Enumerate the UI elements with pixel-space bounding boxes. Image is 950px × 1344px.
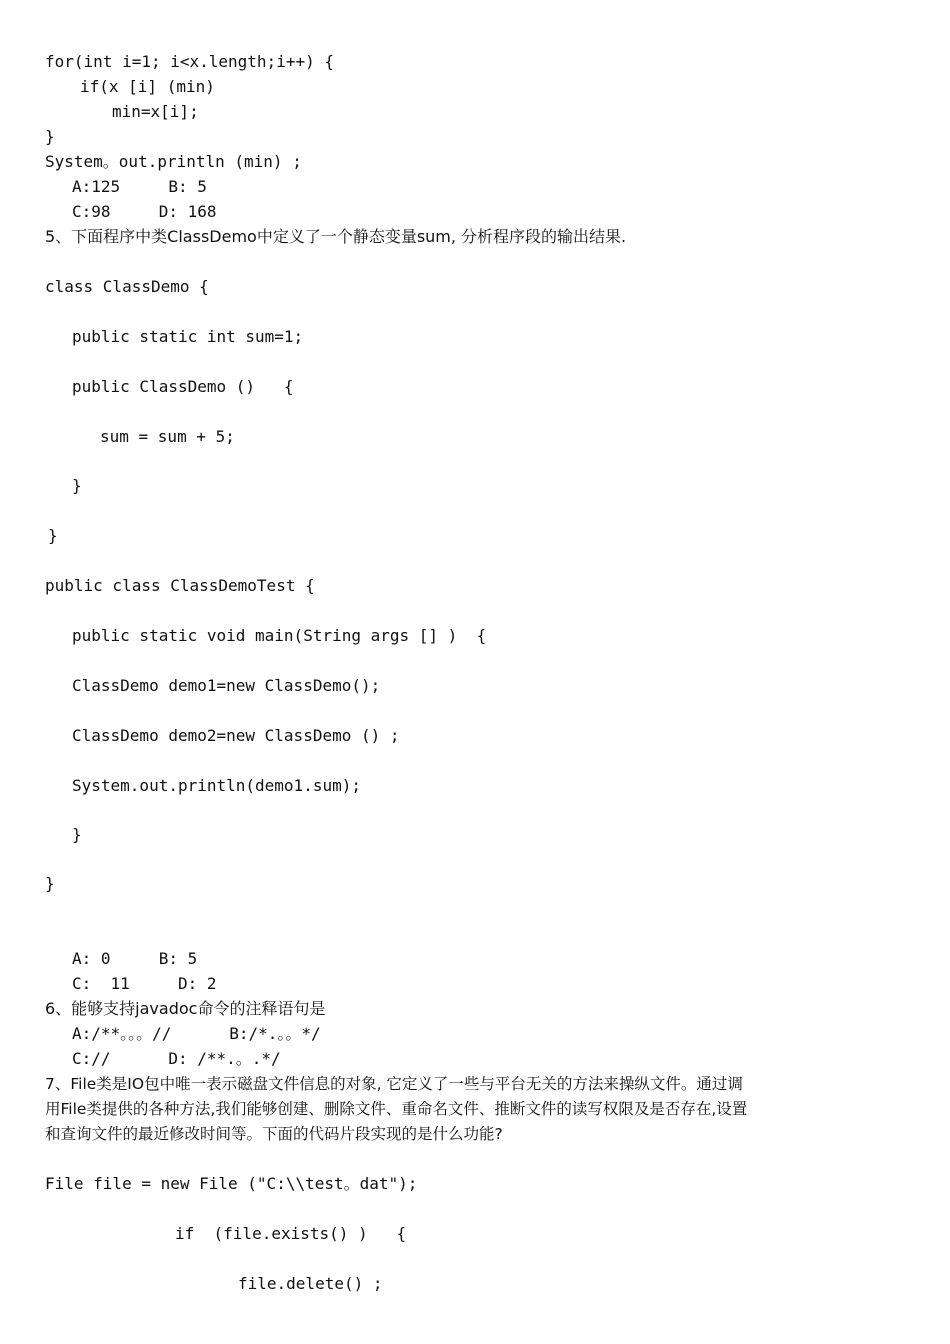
code-line: public class ClassDemoTest { [45,576,315,595]
code-line: if(x [i] (min) [80,77,215,96]
question-7-line: 和查询文件的最近修改时间等。下面的代码片段实现的是什么功能? [45,1125,503,1143]
code-line: File file = new File ("C:\\test。dat"); [45,1174,418,1193]
answer-options: A:125 B: 5 [72,177,207,196]
answer-options: A: 0 B: 5 [72,949,198,968]
code-line: } [72,476,82,495]
question-6: 6、能够支持javadoc命令的注释语句是 [45,999,326,1018]
code-line: } [45,127,55,146]
code-line: } [48,526,58,545]
code-line: public ClassDemo () { [72,377,294,396]
code-line: ClassDemo demo1=new ClassDemo(); [72,676,381,695]
code-line: sum = sum + 5; [100,427,235,446]
answer-options: A:/**。。。// B:/*.。。*/ [72,1024,321,1043]
code-line: System。out.println (min) ; [45,152,302,171]
code-line: class ClassDemo { [45,277,209,296]
question-5: 5、下面程序中类ClassDemo中定义了一个静态变量sum, 分析程序段的输出结果. [45,227,627,246]
answer-options: C: 11 D: 2 [72,974,217,993]
code-line: System.out.println(demo1.sum); [72,776,361,795]
answer-options: C:// D: /**.。.*/ [72,1049,281,1068]
code-line: ClassDemo demo2=new ClassDemo () ; [72,726,400,745]
answer-options: C:98 D: 168 [72,202,217,221]
code-line: public static int sum=1; [72,327,304,346]
code-line: file.delete() ; [238,1274,383,1293]
code-line: public static void main(String args [] ) { [72,626,487,645]
question-7-line: 7、File类是IO包中唯一表示磁盘文件信息的对象, 它定义了一些与平台无关的方法来操纵文件。通过调 [45,1075,743,1093]
code-line: } [72,825,82,844]
code-line: for(int i=1; i<x.length;i++) { [45,52,334,71]
code-line: if (file.exists() ) { [175,1224,407,1243]
code-line: } [45,874,55,893]
code-line: min=x[i]; [112,102,199,121]
question-7-line: 用File类提供的各种方法,我们能够创建、删除文件、重命名文件、推断文件的读写权限及是否存在,设置 [45,1100,748,1118]
